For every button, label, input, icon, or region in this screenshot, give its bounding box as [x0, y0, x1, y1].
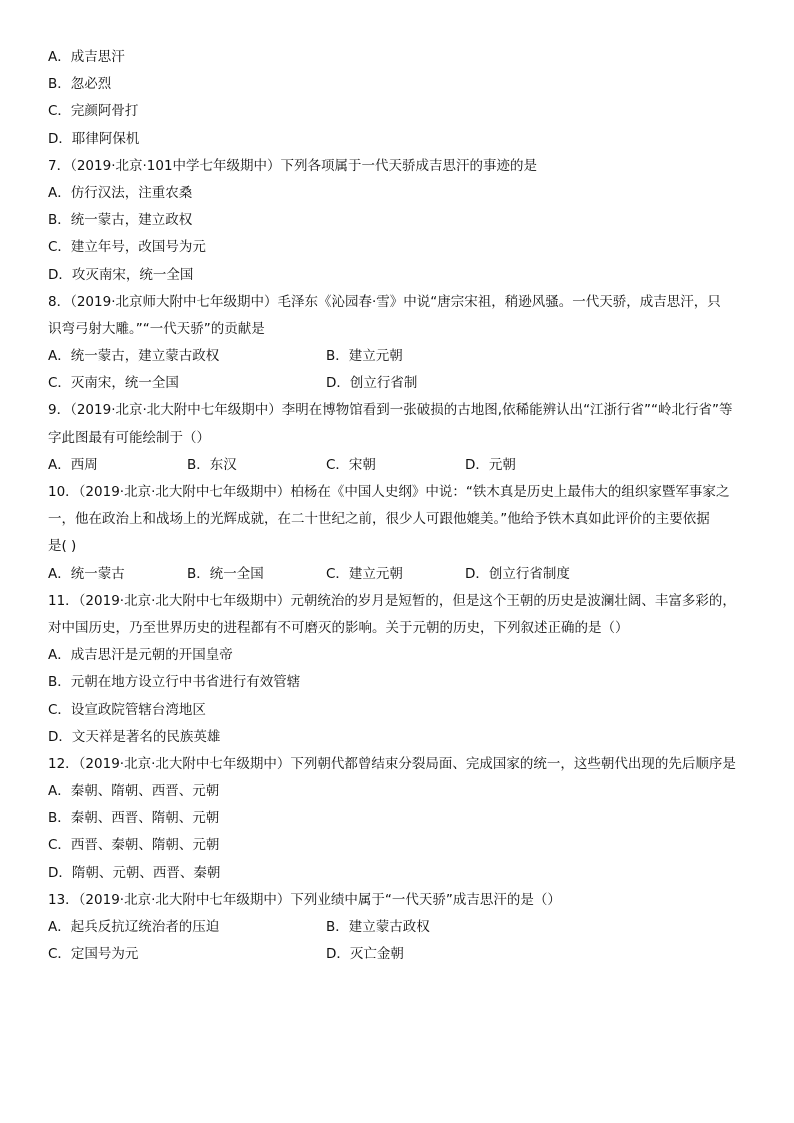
question-8-options-row2 — [48, 370, 760, 397]
option-d: D．耶律阿保机 — [48, 130, 140, 147]
question-8-options-row1 — [48, 343, 760, 370]
question-12-option-a: A．秦朝、隋朝、西晋、元朝 — [48, 783, 220, 800]
question-8-option-d: D．创立行省制 — [326, 375, 418, 392]
question-12-option-b: B．秦朝、西晋、隋朝、元朝 — [48, 810, 220, 827]
question-12-option-d: D．隋朝、元朝、西晋、秦朝 — [48, 864, 221, 881]
question-9-stem-line2: 字此图最有可能绘制于（） — [48, 429, 210, 446]
question-7-option-a: A．仿行汉法，注重农桑 — [48, 184, 193, 201]
question-10-option-b: B．统一全国 — [187, 565, 264, 582]
question-11-option-a: A．成吉思汗是元朝的开国皇帝 — [48, 647, 233, 664]
option-a: A．成吉思汗 — [48, 49, 125, 65]
question-8-stem-line2: 识弯弓射大雕。”“一代天骄”的贡献是 — [48, 320, 265, 337]
question-10-options — [48, 561, 760, 588]
question-8-option-b: B．建立元朝 — [326, 348, 403, 365]
question-9-option-c: C．宋朝 — [326, 456, 376, 473]
document-page — [48, 44, 760, 968]
question-7-option-c: C．建立年号，改国号为元 — [48, 239, 206, 256]
question-11-option-b: B．元朝在地方设立行中书省进行有效管辖 — [48, 674, 301, 691]
question-13-option-b: B．建立蒙古政权 — [326, 919, 430, 935]
question-10-option-d: D．创立行省制度 — [465, 565, 570, 582]
question-11-stem-line1: 11．（2019·北京·北大附中七年级期中）元朝统治的岁月是短暂的，但是这个王朝的历史是波澜壮阔、丰富多彩的， — [48, 592, 736, 609]
question-12-stem: 12．（2019·北京·北大附中七年级期中）下列朝代都曾结束分裂局面、完成国家的统一，这些朝代出现的先后顺序是 — [48, 755, 736, 772]
option-c: C．完颜阿骨打 — [48, 103, 139, 120]
question-7-stem: 7．（2019·北京·101中学七年级期中）下列各项属于一代天骄成吉思汗的事迹的是 — [48, 157, 538, 174]
question-12-option-c: C．西晋、秦朝、隋朝、元朝 — [48, 837, 220, 854]
question-13-option-c: C．定国号为元 — [48, 946, 139, 963]
question-11-option-d: D．文天祥是著名的民族英雄 — [48, 728, 221, 745]
question-10-option-c: C．建立元朝 — [326, 565, 403, 582]
question-13-options-row2 — [48, 941, 760, 968]
question-8-option-a: A．统一蒙古，建立蒙古政权 — [48, 348, 220, 365]
question-7-option-d: D．攻灭南宋，统一全国 — [48, 266, 194, 283]
question-11-stem-line2: 对中国历史，乃至世界历史的进程都有不可磨灭的影响。关于元朝的历史，下列叙述正确的是（） — [48, 619, 629, 636]
question-7-option-b: B．统一蒙古，建立政权 — [48, 212, 193, 229]
question-9-option-d: D．元朝 — [465, 456, 516, 473]
question-11-option-c: C．设宣政院管辖台湾地区 — [48, 701, 206, 718]
option-b: B．忽必烈 — [48, 76, 112, 93]
question-13-stem: 13．（2019·北京·北大附中七年级期中）下列业绩中属于“一代天骄”成吉思汗的是（） — [48, 891, 561, 908]
question-9-option-b: B．东汉 — [187, 456, 237, 473]
question-8-option-c: C．灭南宋，统一全国 — [48, 375, 179, 392]
question-10-stem-line1: 10．（2019·北京·北大附中七年级期中）柏杨在《中国人史纲》中说：“铁木真是历史上最伟大的组织家暨军事家之 — [48, 484, 730, 500]
question-8-stem-line1: 8．（2019·北京师大附中七年级期中）毛泽东《沁园春·雪》中说“唐宗宋祖，稍逊风骚。一代天骄，成吉思汗，只 — [48, 293, 721, 310]
question-13-option-a: A．起兵反抗辽统治者的压迫 — [48, 919, 220, 935]
question-13-options-row1 — [48, 914, 760, 941]
question-13-option-d: D．灭亡金朝 — [326, 946, 404, 963]
question-9-stem-line1: 9．（2019·北京·北大附中七年级期中）李明在博物馆看到一张破损的古地图,依稀能辨认出“江浙行省”“岭北行省”等 — [48, 402, 733, 419]
question-10-stem-line3: 是( ) — [48, 538, 77, 555]
question-9-option-a: A．西周 — [48, 456, 98, 473]
question-10-option-a: A．统一蒙古 — [48, 565, 125, 582]
question-9-options — [48, 452, 760, 479]
question-10-stem-line2: 一，他在政治上和战场上的光辉成就，在二十世纪之前，很少人可跟他媲美。”他给予铁木真如此评价的主要依据 — [48, 511, 710, 528]
